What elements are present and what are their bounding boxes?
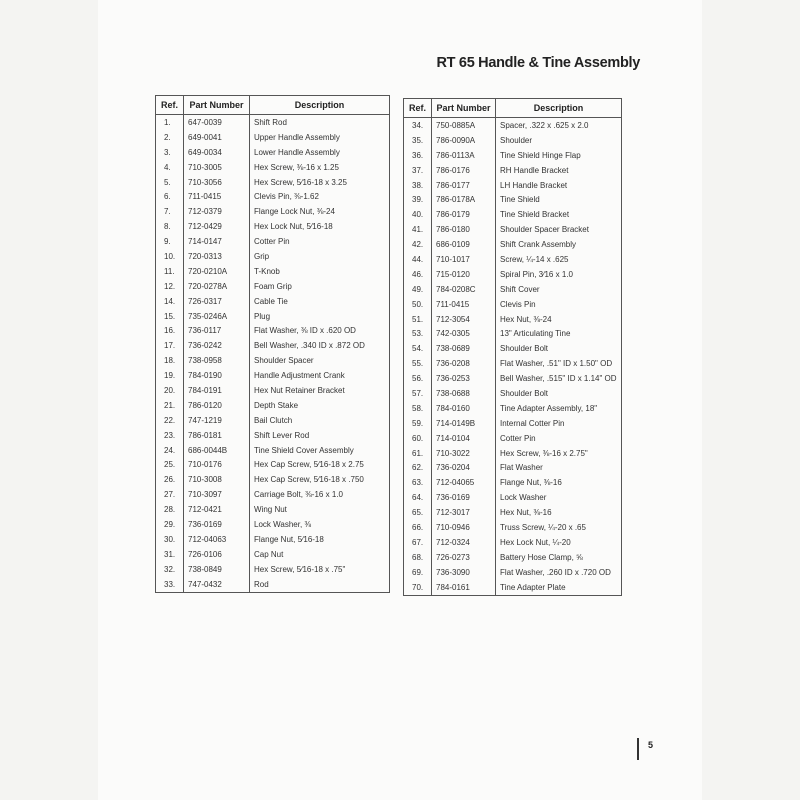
description-cell: Shoulder Spacer Bracket [496, 222, 622, 237]
ref-cell: 16. [156, 323, 184, 338]
ref-cell: 55. [404, 356, 432, 371]
description-cell: Hex Nut, ⅜-16 [496, 505, 622, 520]
description-cell: Spiral Pin, 3⁄16 x 1.0 [496, 267, 622, 282]
description-cell: Bail Clutch [250, 413, 390, 428]
table-row [156, 428, 390, 443]
ref-cell: 20. [156, 383, 184, 398]
table-row [404, 222, 622, 237]
description-cell: Tine Adapter Plate [496, 580, 622, 595]
description-cell: Flange Nut, 5⁄16-18 [250, 532, 390, 547]
part-number-cell: 712-0421 [184, 502, 250, 517]
part-number-cell: 786-0181 [184, 428, 250, 443]
description-cell: Clevis Pin, ⅜-1.62 [250, 189, 390, 204]
ref-cell: 31. [156, 547, 184, 562]
part-number-cell: 786-0090A [432, 133, 496, 148]
ref-cell: 22. [156, 413, 184, 428]
table-row [156, 562, 390, 577]
ref-cell: 4. [156, 160, 184, 175]
description-cell: Flat Washer [496, 460, 622, 475]
table-row [404, 133, 622, 148]
table-row [404, 326, 622, 341]
description-cell: Depth Stake [250, 398, 390, 413]
description-cell: Flat Washer, ⅜ ID x .620 OD [250, 323, 390, 338]
description-cell: Lock Washer [496, 490, 622, 505]
ref-cell: 62. [404, 460, 432, 475]
table-row [156, 279, 390, 294]
part-number-cell: 726-0106 [184, 547, 250, 562]
table-row [404, 207, 622, 222]
table-row [156, 443, 390, 458]
description-cell: Clevis Pin [496, 297, 622, 312]
table-row [404, 401, 622, 416]
header-ref: Ref. [404, 99, 432, 118]
table-row [156, 249, 390, 264]
ref-cell: 41. [404, 222, 432, 237]
description-cell: Grip [250, 249, 390, 264]
description-cell: Shift Cover [496, 282, 622, 297]
ref-cell: 53. [404, 326, 432, 341]
table-row [156, 457, 390, 472]
part-number-cell: 649-0034 [184, 145, 250, 160]
ref-cell: 24. [156, 443, 184, 458]
description-cell: Shoulder Bolt [496, 386, 622, 401]
ref-cell: 54. [404, 341, 432, 356]
ref-cell: 37. [404, 163, 432, 178]
table-row [404, 490, 622, 505]
table-row [404, 371, 622, 386]
header-part-number: Part Number [432, 99, 496, 118]
table-row [156, 502, 390, 517]
description-cell: Hex Screw, 5⁄16-18 x .75" [250, 562, 390, 577]
part-number-cell: 686-0044B [184, 443, 250, 458]
table-row [156, 234, 390, 249]
ref-cell: 70. [404, 580, 432, 595]
description-cell: Tine Shield Bracket [496, 207, 622, 222]
part-number-cell: 711-0415 [184, 189, 250, 204]
table-row [404, 163, 622, 178]
table-row [156, 532, 390, 547]
part-number-cell: 747-0432 [184, 577, 250, 592]
table-row [156, 130, 390, 145]
description-cell: Handle Adjustment Crank [250, 368, 390, 383]
ref-cell: 44. [404, 252, 432, 267]
ref-cell: 7. [156, 204, 184, 219]
part-number-cell: 649-0041 [184, 130, 250, 145]
table-row [404, 520, 622, 535]
part-number-cell: 784-0190 [184, 368, 250, 383]
description-cell: Hex Screw, ⅜-16 x 1.25 [250, 160, 390, 175]
ref-cell: 2. [156, 130, 184, 145]
ref-cell: 25. [156, 457, 184, 472]
part-number-cell: 784-0208C [432, 282, 496, 297]
table-row [156, 398, 390, 413]
table-row [156, 517, 390, 532]
table-row [156, 204, 390, 219]
table-row [156, 487, 390, 502]
header-part-number: Part Number [184, 96, 250, 115]
part-number-cell: 714-0104 [432, 431, 496, 446]
ref-cell: 38. [404, 178, 432, 193]
ref-cell: 33. [156, 577, 184, 592]
table-row [156, 309, 390, 324]
description-cell: Shift Lever Rod [250, 428, 390, 443]
table-row [404, 118, 622, 133]
description-cell: Rod [250, 577, 390, 592]
ref-cell: 27. [156, 487, 184, 502]
part-number-cell: 710-0176 [184, 457, 250, 472]
part-number-cell: 736-0208 [432, 356, 496, 371]
part-number-cell: 786-0177 [432, 178, 496, 193]
description-cell: Internal Cotter Pin [496, 416, 622, 431]
description-cell: 13" Articulating Tine [496, 326, 622, 341]
ref-cell: 19. [156, 368, 184, 383]
ref-cell: 17. [156, 338, 184, 353]
table-row [156, 472, 390, 487]
description-cell: Hex Screw, 5⁄16-18 x 3.25 [250, 175, 390, 190]
part-number-cell: 786-0120 [184, 398, 250, 413]
page-title: RT 65 Handle & Tine Assembly [436, 55, 640, 71]
ref-cell: 56. [404, 371, 432, 386]
parts-table-left [155, 95, 390, 593]
description-cell: Cotter Pin [250, 234, 390, 249]
description-cell: Bell Washer, .340 ID x .872 OD [250, 338, 390, 353]
part-number-cell: 710-3022 [432, 446, 496, 461]
table-row [156, 577, 390, 592]
table-row [404, 431, 622, 446]
description-cell: Carriage Bolt, ⅜-16 x 1.0 [250, 487, 390, 502]
part-number-cell: 786-0176 [432, 163, 496, 178]
description-cell: Shoulder [496, 133, 622, 148]
ref-cell: 1. [156, 115, 184, 130]
table-row [156, 294, 390, 309]
ref-cell: 6. [156, 189, 184, 204]
header-description: Description [496, 99, 622, 118]
part-number-cell: 710-3056 [184, 175, 250, 190]
page-number-rule [637, 738, 639, 760]
ref-cell: 30. [156, 532, 184, 547]
description-cell: Hex Cap Screw, 5⁄16-18 x .750 [250, 472, 390, 487]
table-row [156, 413, 390, 428]
ref-cell: 15. [156, 309, 184, 324]
description-cell: Hex Lock Nut, ¼-20 [496, 535, 622, 550]
ref-cell: 51. [404, 312, 432, 327]
ref-cell: 69. [404, 565, 432, 580]
description-cell: Hex Cap Screw, 5⁄16-18 x 2.75 [250, 457, 390, 472]
description-cell: Plug [250, 309, 390, 324]
table-row [404, 505, 622, 520]
part-number-cell: 720-0210A [184, 264, 250, 279]
ref-cell: 9. [156, 234, 184, 249]
table-row [404, 535, 622, 550]
ref-cell: 10. [156, 249, 184, 264]
table-row [404, 446, 622, 461]
description-cell: Screw, ¼-14 x .625 [496, 252, 622, 267]
ref-cell: 32. [156, 562, 184, 577]
table-row [404, 356, 622, 371]
ref-cell: 18. [156, 353, 184, 368]
ref-cell: 68. [404, 550, 432, 565]
table-row [404, 282, 622, 297]
description-cell: Shift Crank Assembly [496, 237, 622, 252]
part-number-cell: 786-0179 [432, 207, 496, 222]
part-number-cell: 710-3097 [184, 487, 250, 502]
part-number-cell: 710-1017 [432, 252, 496, 267]
table-row [156, 323, 390, 338]
table-row [156, 189, 390, 204]
table-row [156, 145, 390, 160]
table-row [156, 160, 390, 175]
part-number-cell: 738-0689 [432, 341, 496, 356]
part-number-cell: 786-0180 [432, 222, 496, 237]
part-number-cell: 736-0253 [432, 371, 496, 386]
part-number-cell: 738-0958 [184, 353, 250, 368]
ref-cell: 50. [404, 297, 432, 312]
ref-cell: 67. [404, 535, 432, 550]
ref-cell: 59. [404, 416, 432, 431]
ref-cell: 61. [404, 446, 432, 461]
ref-cell: 3. [156, 145, 184, 160]
part-number-cell: 784-0160 [432, 401, 496, 416]
table-row [156, 115, 390, 130]
description-cell: Foam Grip [250, 279, 390, 294]
ref-cell: 23. [156, 428, 184, 443]
header-ref: Ref. [156, 96, 184, 115]
parts-table-right [403, 98, 622, 596]
table-header-row [156, 96, 390, 115]
table-row [156, 175, 390, 190]
part-number-cell: 736-3090 [432, 565, 496, 580]
table-row [404, 252, 622, 267]
part-number-cell: 738-0688 [432, 386, 496, 401]
description-cell: Upper Handle Assembly [250, 130, 390, 145]
table-row [404, 460, 622, 475]
ref-cell: 35. [404, 133, 432, 148]
table-row [404, 475, 622, 490]
part-number-cell: 712-0429 [184, 219, 250, 234]
part-number-cell: 710-0946 [432, 520, 496, 535]
ref-cell: 36. [404, 148, 432, 163]
ref-cell: 57. [404, 386, 432, 401]
description-cell: Lock Washer, ⅜ [250, 517, 390, 532]
description-cell: Tine Shield [496, 192, 622, 207]
part-number-cell: 712-04063 [184, 532, 250, 547]
part-number-cell: 735-0246A [184, 309, 250, 324]
table-header-row [404, 99, 622, 118]
part-number-cell: 786-0113A [432, 148, 496, 163]
part-number-cell: 738-0849 [184, 562, 250, 577]
table-row [156, 368, 390, 383]
part-number-cell: 784-0191 [184, 383, 250, 398]
part-number-cell: 736-0117 [184, 323, 250, 338]
description-cell: RH Handle Bracket [496, 163, 622, 178]
part-number-cell: 711-0415 [432, 297, 496, 312]
part-number-cell: 712-0324 [432, 535, 496, 550]
part-number-cell: 736-0169 [432, 490, 496, 505]
part-number-cell: 712-0379 [184, 204, 250, 219]
part-number-cell: 726-0317 [184, 294, 250, 309]
ref-cell: 21. [156, 398, 184, 413]
part-number-cell: 784-0161 [432, 580, 496, 595]
ref-cell: 29. [156, 517, 184, 532]
ref-cell: 34. [404, 118, 432, 133]
ref-cell: 58. [404, 401, 432, 416]
part-number-cell: 712-3054 [432, 312, 496, 327]
ref-cell: 42. [404, 237, 432, 252]
part-number-cell: 747-1219 [184, 413, 250, 428]
ref-cell: 28. [156, 502, 184, 517]
description-cell: Lower Handle Assembly [250, 145, 390, 160]
part-number-cell: 786-0178A [432, 192, 496, 207]
description-cell: LH Handle Bracket [496, 178, 622, 193]
description-cell: Shift Rod [250, 115, 390, 130]
table-row [156, 338, 390, 353]
description-cell: Cable Tie [250, 294, 390, 309]
part-number-cell: 712-3017 [432, 505, 496, 520]
description-cell: Flange Nut, ⅜-16 [496, 475, 622, 490]
part-number-cell: 686-0109 [432, 237, 496, 252]
ref-cell: 12. [156, 279, 184, 294]
part-number-cell: 736-0204 [432, 460, 496, 475]
description-cell: Flat Washer, .260 ID x .720 OD [496, 565, 622, 580]
description-cell: Shoulder Bolt [496, 341, 622, 356]
description-cell: Wing Nut [250, 502, 390, 517]
ref-cell: 11. [156, 264, 184, 279]
table-row [404, 178, 622, 193]
part-number-cell: 712-04065 [432, 475, 496, 490]
ref-cell: 63. [404, 475, 432, 490]
description-cell: T-Knob [250, 264, 390, 279]
part-number-cell: 736-0169 [184, 517, 250, 532]
table-row [404, 267, 622, 282]
description-cell: Tine Shield Cover Assembly [250, 443, 390, 458]
description-cell: Bell Washer, .515" ID x 1.14" OD [496, 371, 622, 386]
description-cell: Hex Screw, ⅜-16 x 2.75" [496, 446, 622, 461]
part-number-cell: 726-0273 [432, 550, 496, 565]
description-cell: Truss Screw, ¼-20 x .65 [496, 520, 622, 535]
table-row [156, 353, 390, 368]
ref-cell: 65. [404, 505, 432, 520]
table-row [404, 386, 622, 401]
description-cell: Flange Lock Nut, ⅜-24 [250, 204, 390, 219]
description-cell: Battery Hose Clamp, ⅝ [496, 550, 622, 565]
page-number: 5 [648, 740, 654, 750]
table-row [404, 416, 622, 431]
description-cell: Hex Lock Nut, 5⁄16-18 [250, 219, 390, 234]
table-row [404, 297, 622, 312]
table-row [404, 565, 622, 580]
part-number-cell: 647-0039 [184, 115, 250, 130]
table-row [404, 550, 622, 565]
ref-cell: 40. [404, 207, 432, 222]
part-number-cell: 710-3005 [184, 160, 250, 175]
ref-cell: 64. [404, 490, 432, 505]
part-number-cell: 715-0120 [432, 267, 496, 282]
ref-cell: 26. [156, 472, 184, 487]
part-number-cell: 714-0149B [432, 416, 496, 431]
part-number-cell: 720-0313 [184, 249, 250, 264]
part-number-cell: 750-0885A [432, 118, 496, 133]
description-cell: Tine Shield Hinge Flap [496, 148, 622, 163]
table-row [156, 547, 390, 562]
part-number-cell: 720-0278A [184, 279, 250, 294]
description-cell: Shoulder Spacer [250, 353, 390, 368]
ref-cell: 49. [404, 282, 432, 297]
part-number-cell: 736-0242 [184, 338, 250, 353]
table-row [404, 341, 622, 356]
description-cell: Spacer, .322 x .625 x 2.0 [496, 118, 622, 133]
table-row [404, 192, 622, 207]
table-row [156, 219, 390, 234]
ref-cell: 8. [156, 219, 184, 234]
description-cell: Tine Adapter Assembly, 18" [496, 401, 622, 416]
table-row [156, 264, 390, 279]
description-cell: Cap Nut [250, 547, 390, 562]
ref-cell: 60. [404, 431, 432, 446]
description-cell: Hex Nut Retainer Bracket [250, 383, 390, 398]
table-row [404, 148, 622, 163]
table-row [404, 237, 622, 252]
description-cell: Hex Nut, ⅜-24 [496, 312, 622, 327]
part-number-cell: 742-0305 [432, 326, 496, 341]
table-row [404, 580, 622, 595]
part-number-cell: 714-0147 [184, 234, 250, 249]
table-row [404, 312, 622, 327]
table-row [156, 383, 390, 398]
header-description: Description [250, 96, 390, 115]
description-cell: Cotter Pin [496, 431, 622, 446]
ref-cell: 5. [156, 175, 184, 190]
ref-cell: 14. [156, 294, 184, 309]
part-number-cell: 710-3008 [184, 472, 250, 487]
ref-cell: 46. [404, 267, 432, 282]
description-cell: Flat Washer, .51" ID x 1.50" OD [496, 356, 622, 371]
ref-cell: 39. [404, 192, 432, 207]
ref-cell: 66. [404, 520, 432, 535]
